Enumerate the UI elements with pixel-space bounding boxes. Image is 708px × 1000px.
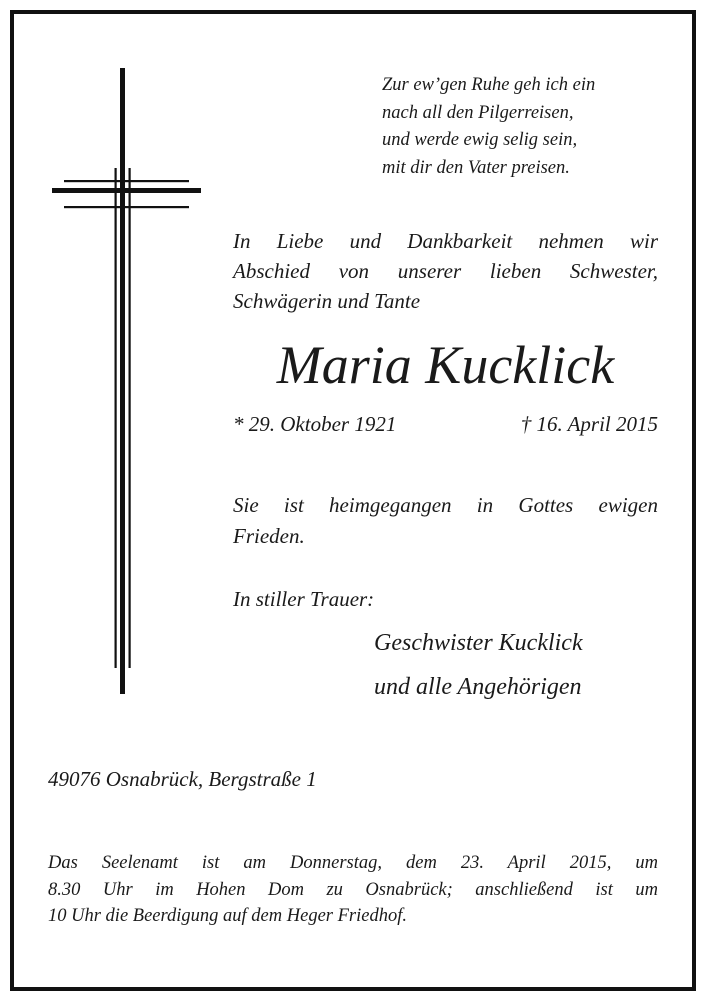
mourners — [374, 621, 583, 709]
deceased-name: Maria Kucklick — [276, 335, 615, 395]
statement-line: Sie ist heimgegangen in Gottes ewigen — [233, 493, 658, 517]
mourner-line: Geschwister Kucklick — [374, 630, 583, 656]
service-line: 8.30 Uhr im Hohen Dom zu Osnabrück; anschließend ist um — [48, 879, 658, 900]
intro-text — [233, 226, 658, 316]
service-line: Das Seelenamt ist am Donnerstag, dem 23. April 2015, um — [48, 853, 658, 873]
intro-line: In Liebe und Dankbarkeit nehmen wir — [233, 229, 658, 253]
service-line: 10 Uhr die Beerdigung auf dem Heger Friedhof. — [48, 906, 407, 926]
poem-line: Zur ew’gen Ruhe geh ich ein — [382, 75, 596, 95]
mourner-line: und alle Angehörigen — [374, 674, 582, 700]
address: 49076 Osnabrück, Bergstraße 1 — [48, 767, 317, 791]
service-info — [48, 850, 658, 930]
poem-line: mit dir den Vater preisen. — [382, 157, 570, 178]
statement-line: Frieden. — [233, 524, 305, 548]
intro-line: Schwägerin und Tante — [233, 289, 421, 313]
mourning-label: In stiller Trauer: — [233, 587, 375, 611]
poem-line: nach all den Pilgerreisen, — [382, 102, 574, 123]
death-date: † 16. April 2015 — [520, 412, 658, 436]
birth-date: * 29. Oktober 1921 — [233, 412, 397, 436]
intro-line: Abschied von unserer lieben Schwester, — [233, 259, 658, 283]
poem — [382, 72, 682, 182]
statement-text — [233, 490, 658, 552]
poem-line: und werde ewig selig sein, — [382, 130, 578, 150]
